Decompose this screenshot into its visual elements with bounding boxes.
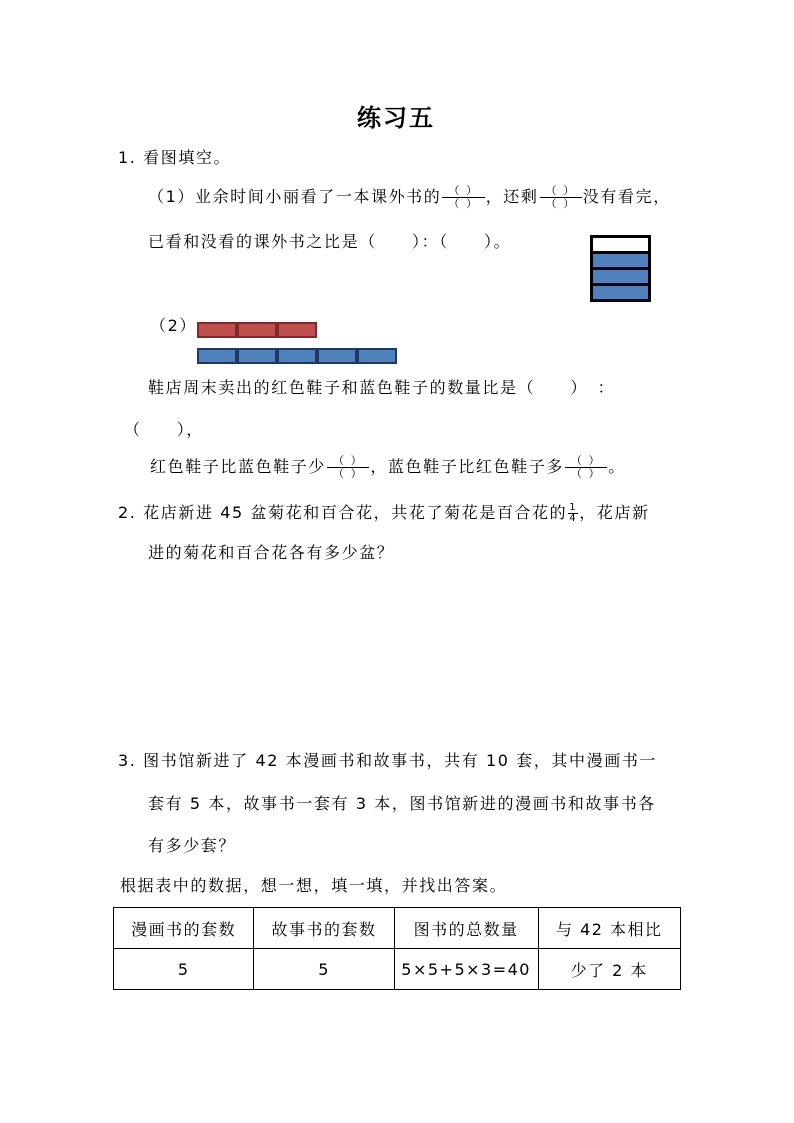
- q1-part1-line1: [148, 185, 671, 210]
- fraction-numerator-blank: （ ）: [570, 454, 602, 467]
- fraction-denominator-blank: （ ）: [448, 197, 479, 210]
- fraction-blank-red-less[interactable]: [327, 455, 369, 480]
- fraction-denominator-blank: （ ）: [570, 467, 602, 480]
- q1-part2-text-b: ，蓝色鞋子比红色鞋子多: [370, 457, 564, 476]
- table-header-cell: 漫画书的套数: [114, 908, 254, 949]
- q2-line1: [118, 503, 650, 524]
- fraction-blank-blue-more[interactable]: [565, 455, 607, 480]
- q1-part2-line2: （ ），: [124, 420, 205, 439]
- red-segment: [277, 322, 317, 338]
- table-header-row: [114, 908, 681, 949]
- book-progress-bar: [590, 235, 651, 302]
- q3-instruction: 根据表中的数据，想一想，填一填，并找出答案。: [120, 876, 508, 895]
- page-title: 练习五: [357, 103, 435, 132]
- blue-segment: [197, 348, 237, 364]
- red-shoes-bar: [197, 322, 317, 338]
- blue-segment: [277, 348, 317, 364]
- q1-part2-line3: [150, 455, 626, 480]
- fraction-numerator-blank: （ ）: [333, 454, 364, 467]
- fraction-denominator: 4: [569, 513, 578, 524]
- table-header-cell: 图书的总数量: [394, 908, 538, 949]
- table-header-cell: 故事书的套数: [254, 908, 394, 949]
- q3-line3: 有多少套？: [148, 836, 237, 855]
- q1-part1-text-a: （1）业余时间小丽看了一本课外书的: [148, 187, 442, 206]
- bar-segment-read: [590, 283, 651, 302]
- q2-text-b: ，花店新: [579, 503, 650, 522]
- fraction-numerator: 1: [569, 502, 578, 513]
- q1-part2-text-c: 。: [608, 457, 626, 476]
- table-row: [114, 949, 681, 990]
- fraction-one-quarter: [568, 503, 578, 524]
- red-segment: [197, 322, 237, 338]
- table-cell[interactable]: 5: [114, 949, 254, 990]
- q2-text-a: 2. 花店新进 45 盆菊花和百合花，共花了菊花是百合花的: [118, 503, 568, 522]
- red-segment: [237, 322, 277, 338]
- q2-line2: 进的菊花和百合花各有多少盆？: [148, 543, 395, 562]
- blue-segment: [317, 348, 357, 364]
- table-header-cell: 与 42 本相比: [538, 908, 680, 949]
- fraction-denominator-blank: （ ）: [333, 467, 364, 480]
- q3-line1: 3. 图书馆新进了 42 本漫画书和故事书，共有 10 套，其中漫画书一: [118, 751, 658, 770]
- table-cell[interactable]: 5: [254, 949, 394, 990]
- fraction-blank-remaining[interactable]: [540, 185, 582, 210]
- fraction-numerator-blank: （ ）: [545, 184, 576, 197]
- q1-part1-text-b: ，还剩: [485, 187, 539, 206]
- q1-part1-text-c: 没有看完，: [582, 187, 671, 206]
- answer-table: [113, 907, 681, 990]
- q1-part2-line1: 鞋店周末卖出的红色鞋子和蓝色鞋子的数量比是（ ） ：: [148, 378, 616, 397]
- blue-segment: [237, 348, 277, 364]
- q1-heading: 1. 看图填空。: [118, 148, 232, 167]
- fraction-denominator-blank: （ ）: [545, 197, 576, 210]
- fraction-blank-read[interactable]: [442, 185, 484, 210]
- q1-part2-text-a: 红色鞋子比蓝色鞋子少: [150, 457, 327, 476]
- q1-part2-label: （2）: [150, 316, 197, 335]
- fraction-numerator-blank: （ ）: [448, 184, 479, 197]
- table-cell[interactable]: 少了 2 本: [538, 949, 680, 990]
- q3-line2: 套有 5 本，故事书一套有 3 本，图书馆新进的漫画书和故事书各: [148, 794, 656, 813]
- q1-part1-line2: 已看和没看的课外书之比是（ ）：（ ）。: [148, 232, 512, 251]
- table-cell[interactable]: 5×5+5×3=40: [394, 949, 538, 990]
- blue-shoes-bar: [197, 348, 397, 364]
- blue-segment: [357, 348, 397, 364]
